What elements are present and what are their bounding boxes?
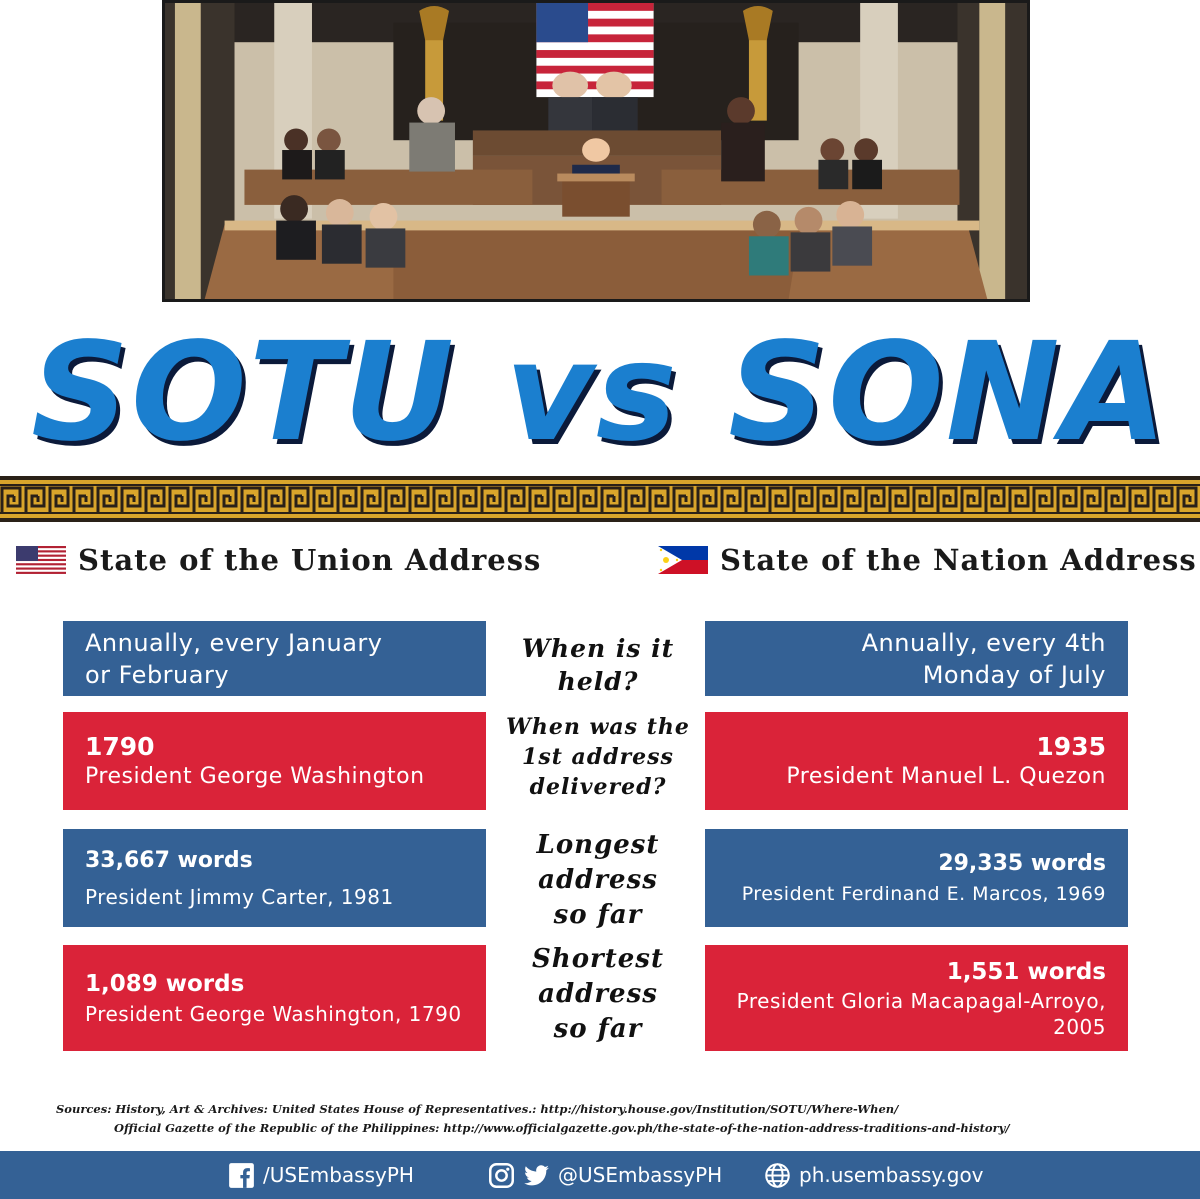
footer-bar: [0, 1151, 1200, 1199]
us-when-held-box: [63, 621, 486, 696]
ph-when-held-line2: Monday of July: [922, 660, 1106, 689]
us-heading: [16, 538, 541, 582]
question-line: When is it: [521, 634, 675, 663]
chamber-illustration: [165, 3, 1027, 299]
philippines-flag-icon: [658, 546, 708, 574]
facebook-link[interactable]: [228, 1151, 414, 1199]
ph-longest-box: [705, 829, 1128, 927]
ph-when-held-box: [705, 621, 1128, 696]
us-when-held-line1: Annually, every January: [85, 628, 383, 657]
ph-when-held-line1: Annually, every 4th: [861, 628, 1106, 657]
question-line: so far: [553, 1014, 643, 1044]
sources: [56, 1100, 1176, 1138]
social-handle: @USEmbassyPH: [558, 1163, 723, 1187]
source-line-2: Official Gazette of the Republic of the Philippines: http://www.officialgazette.gov.ph/the-state-of-the-nation-address-traditions-and-history/: [114, 1121, 1010, 1135]
twitter-icon: [523, 1162, 550, 1189]
social-link[interactable]: [488, 1151, 722, 1199]
question-line: When was the: [506, 714, 690, 740]
greek-key-border: [0, 476, 1200, 522]
question-longest: [498, 828, 698, 933]
ph-longest-words: 29,335 words: [938, 851, 1106, 876]
ph-first-address-box: [705, 712, 1128, 810]
facebook-icon: [228, 1162, 255, 1189]
us-shortest-president: President George Washington, 1790: [85, 1002, 462, 1026]
question-line: address: [538, 979, 658, 1009]
question-first-address: [498, 712, 698, 802]
website-url: ph.usembassy.gov: [799, 1163, 984, 1187]
us-shortest-box: [63, 945, 486, 1051]
instagram-icon: [488, 1162, 515, 1189]
ph-first-address-year: 1935: [1036, 732, 1106, 761]
ph-first-address-president: President Manuel L. Quezon: [786, 764, 1106, 789]
ph-longest-president: President Ferdinand E. Marcos, 1969: [741, 883, 1106, 905]
hero-illustration: [162, 0, 1030, 302]
question-line: delivered?: [529, 774, 667, 800]
ph-heading: [658, 538, 1197, 582]
us-longest-president: President Jimmy Carter, 1981: [85, 885, 394, 909]
us-shortest-words: 1,089 words: [85, 971, 245, 997]
question-line: address: [538, 865, 658, 895]
question-when-held: [498, 632, 698, 698]
source-line-1: Sources: History, Art & Archives: United States House of Representatives.: http://history.house.gov/Institution/SOTU/Where-When/: [56, 1102, 899, 1116]
website-link[interactable]: [764, 1151, 984, 1199]
us-first-address-box: [63, 712, 486, 810]
question-line: so far: [553, 900, 643, 930]
us-when-held-line2: or February: [85, 660, 230, 689]
page-title: SOTU vs SONA: [31, 314, 1169, 472]
globe-icon: [764, 1162, 791, 1189]
question-line: held?: [557, 667, 639, 696]
ph-shortest-box: [705, 945, 1128, 1051]
us-longest-box: [63, 829, 486, 927]
question-line: Shortest: [532, 944, 664, 974]
question-line: 1st address: [522, 744, 674, 770]
question-line: Longest: [536, 830, 660, 860]
facebook-handle: /USEmbassyPH: [263, 1163, 414, 1187]
us-flag-icon: [16, 546, 66, 574]
ph-heading-text: State of the Nation Address: [720, 543, 1197, 577]
ph-shortest-year: 2005: [1053, 1015, 1106, 1039]
ph-shortest-president: President Gloria Macapagal-Arroyo,: [736, 989, 1106, 1013]
us-first-address-year: 1790: [85, 732, 155, 761]
us-longest-words: 33,667 words: [85, 848, 253, 873]
us-heading-text: State of the Union Address: [78, 543, 542, 577]
ph-shortest-words: 1,551 words: [946, 959, 1106, 985]
question-shortest: [498, 942, 698, 1047]
us-first-address-president: President George Washington: [85, 764, 425, 789]
